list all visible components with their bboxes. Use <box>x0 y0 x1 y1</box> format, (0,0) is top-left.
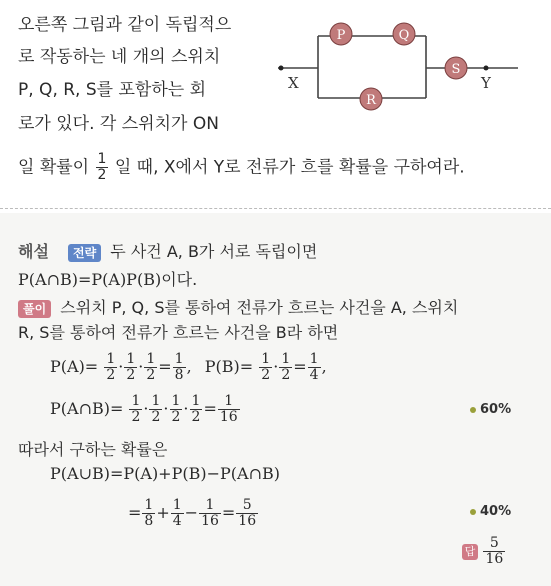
final-den: 16 <box>238 513 257 529</box>
terminal-x-dot <box>279 66 284 71</box>
problem-prefix: 일 확률이 <box>18 157 90 178</box>
comma-2: , <box>321 357 327 376</box>
eq-sign-2: = <box>221 503 236 522</box>
label-x: X <box>288 74 299 92</box>
frac-half-9: $\frac{1}{2}$ <box>191 393 201 425</box>
solution-line-1 <box>18 296 458 320</box>
frac-half-5: $\frac{1}{2}$ <box>281 351 291 383</box>
eq-union: P(A∪B)=P(A)+P(B)−P(A∩B) <box>50 464 280 483</box>
solution-heading: 해설 <box>18 242 49 261</box>
answer-num: 5 <box>483 536 505 552</box>
switch-r-label: R <box>366 93 376 108</box>
problem-line-5 <box>18 152 465 183</box>
score-40-text: 40% <box>480 504 512 519</box>
solution-text-1: 스위치 P, Q, S를 통하여 전류가 흐르는 사건을 A, 스위치 <box>60 298 459 317</box>
switch-p <box>330 23 352 45</box>
solution-tag: 풀이 <box>18 300 51 318</box>
frac-sixteenth: $\frac{1}{16}$ <box>219 393 238 425</box>
answer-icon: 답 <box>462 544 478 560</box>
answer-fraction <box>483 536 505 567</box>
frac-quarter: $\frac{1}{4}$ <box>309 351 319 383</box>
eq-sign-1: = <box>128 503 142 522</box>
plus-sign: + <box>156 503 170 522</box>
answer-den: 16 <box>485 551 504 567</box>
fraction-denominator: 2 <box>97 167 107 183</box>
switch-r <box>360 88 382 110</box>
probability-fraction <box>96 152 109 183</box>
eq-pab-label: P(A∩B)= <box>50 399 124 418</box>
switch-p-label: P <box>336 28 346 43</box>
frac-half-8: $\frac{1}{2}$ <box>171 393 181 425</box>
final-num: 5 <box>236 498 258 514</box>
problem-section <box>0 0 551 208</box>
eq-pb-label: P(B)= <box>204 357 254 376</box>
section-divider <box>0 208 551 209</box>
circuit-diagram <box>278 8 523 113</box>
terminal-y-dot <box>484 66 489 71</box>
switch-q-label: Q <box>398 28 410 43</box>
eq-final <box>128 498 259 529</box>
problem-line-3: P, Q, R, S를 포함하는 회 <box>18 80 206 100</box>
frac-half-4: $\frac{1}{2}$ <box>261 351 271 383</box>
score-badge-60 <box>470 402 511 417</box>
frac-half-7: $\frac{1}{2}$ <box>151 393 161 425</box>
switch-q <box>393 23 415 45</box>
frac-half-1: $\frac{1}{2}$ <box>106 351 116 383</box>
strategy-line <box>18 240 317 264</box>
frac-eighth: $\frac{1}{8}$ <box>174 351 184 383</box>
eq-pab: P(A∩B)= $\frac{1}{2}$ · $\frac{1}{2}$ · $\frac{1}{2}$ · $\frac{1}{2}$ = $\frac{1}{16}$ <box>50 393 238 425</box>
label-y: Y <box>481 74 491 92</box>
problem-suffix: 일 때, X에서 Y로 전류가 흐를 확률을 구하여라. <box>114 157 465 178</box>
problem-line-4: 로가 있다. 각 스위치가 ON <box>18 114 219 134</box>
strategy-text: 두 사건 A, B가 서로 독립이면 <box>110 242 318 261</box>
switch-s <box>445 57 467 79</box>
frac-half-3: $\frac{1}{2}$ <box>146 351 156 383</box>
final-frac-sixteenth: $\frac{1}{16}$ <box>201 497 219 529</box>
problem-line-2: 로 작동하는 네 개의 스위치 <box>18 47 221 67</box>
final-result-frac <box>236 498 258 529</box>
score-dot-icon <box>470 407 476 413</box>
solution-line-2: R, S를 통하여 전류가 흐르는 사건을 B라 하면 <box>18 323 339 342</box>
eq-pa-pb: P(A)= $\frac{1}{2}$ · $\frac{1}{2}$ · $\frac{1}{2}$ = $\frac{1}{8}$ , P(B)= $\frac{1}{2}$ · $\frac{1}{2}$ = $\frac{1}{4}$ , <box>50 351 327 383</box>
answer-box <box>462 536 506 567</box>
final-frac-eighth: $\frac{1}{8}$ <box>144 497 154 529</box>
fraction-numerator: 1 <box>97 151 107 167</box>
score-badge-40 <box>470 504 511 519</box>
final-frac-quarter: $\frac{1}{4}$ <box>172 497 182 529</box>
score-60-text: 60% <box>480 402 512 417</box>
minus-sign: − <box>184 503 199 522</box>
therefore-line: 따라서 구하는 확률은 <box>18 440 168 459</box>
eq-pa-label: P(A)= <box>50 357 99 376</box>
independence-formula: P(A∩B)=P(A)P(B)이다. <box>18 270 198 289</box>
score-dot-icon <box>470 509 476 515</box>
frac-half-2: $\frac{1}{2}$ <box>126 351 136 383</box>
frac-half-6: $\frac{1}{2}$ <box>131 393 141 425</box>
switch-s-label: S <box>451 62 461 77</box>
strategy-tag: 전략 <box>68 244 101 262</box>
problem-line-1: 오른쪽 그림과 같이 독립적으 <box>18 15 232 35</box>
comma-1: , <box>186 357 192 376</box>
